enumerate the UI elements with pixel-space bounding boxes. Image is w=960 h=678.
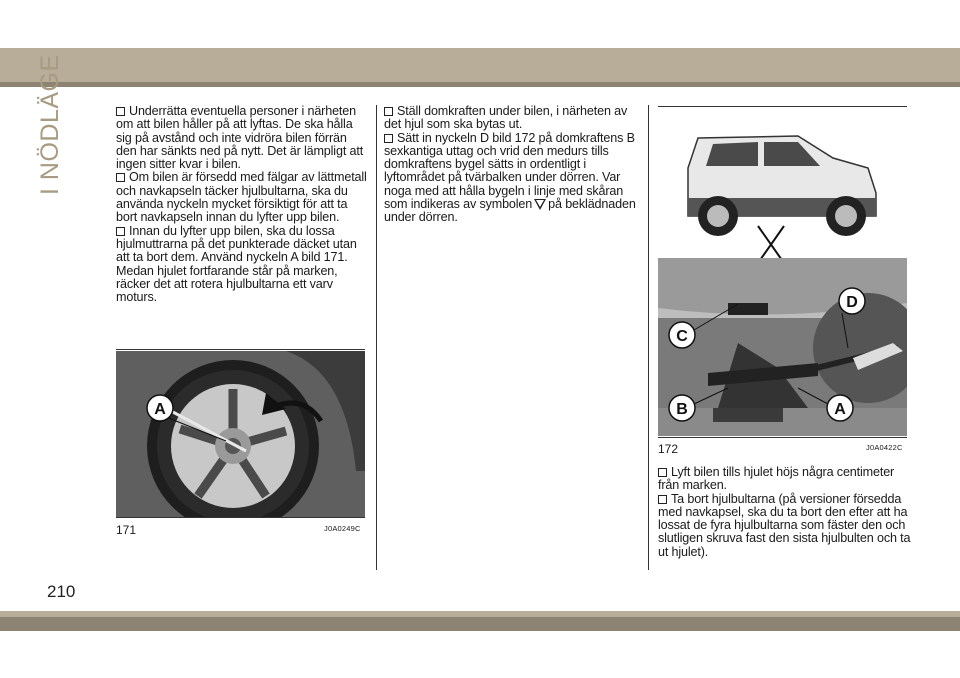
bullet-item: Innan du lyfter upp bilen, ska du lossa hjulmuttrarna på det punkterade däcket utan att ta bort dem. Använd nyckeln A bild 171. Medan hjulet fortfarande står på marken, räcker det att rotera hjulbultarna ett varv moturs. [116, 223, 357, 305]
header-band [0, 48, 960, 82]
figure-171-image [116, 351, 365, 517]
figure-171-code: J0A0249C [324, 524, 361, 533]
column-1 [116, 105, 368, 304]
bullet-item: Sätt in nyckeln D bild 172 på domkraftens B sexkantiga uttag och vrid den medurs tills domkraftens bygel sätts in ordentligt i lyftområdet på tvärbalken under dörren. Var noga med att hålla bygeln i linje med skåran som indikeras av symbolen på beklädnaden under dörren. [384, 130, 636, 225]
figure-172-number: 172 [658, 442, 679, 456]
bullet-item: Lyft bilen tills hjulet höjs några centimeter från marken. [658, 465, 895, 493]
header-band-dark [0, 82, 960, 87]
figure-172-code: J0A0422C [866, 443, 903, 452]
bullet-item: Underrätta eventuella personer i närheten om att bilen håller på att lyftas. De ska hålla sig på avstånd och inte vidröra bilen förrän den har sänkts ned på nytt. Det är lämpligt att ingen sitter kvar i bilen. [116, 104, 364, 172]
column-2 [384, 105, 638, 225]
figure-171-top-rule [116, 349, 365, 350]
footer-band [0, 617, 960, 631]
column-3 [658, 466, 912, 559]
checkbox-icon [116, 107, 125, 116]
figure-172-label-c: C [676, 328, 688, 345]
figure-172-image [658, 108, 907, 436]
checkbox-icon [116, 173, 125, 182]
section-title: I NÖDLÄGE [36, 54, 64, 195]
figure-172-bottom-rule [658, 437, 907, 438]
figure-172-label-d: D [846, 294, 858, 311]
checkbox-icon [384, 107, 393, 116]
triangle-symbol-icon [534, 199, 546, 210]
bullet-item: Ta bort hjulbultarna (på versioner försedda med navkapsel, ska du ta bort den efter att ha lossat de fyra hjulbultarna som fäster den och slutligen skruva fast den sista hjulbulten och ta ut hjulet). [658, 491, 911, 559]
figure-172-label-a: A [834, 401, 846, 418]
column-divider-2 [648, 105, 649, 570]
checkbox-icon [384, 134, 393, 143]
figure-172-label-b: B [676, 401, 688, 418]
checkbox-icon [116, 227, 125, 236]
figure-171-bottom-rule [116, 517, 365, 518]
column-divider-1 [376, 105, 377, 570]
page-number: 210 [47, 582, 76, 601]
figure-171-label-a: A [154, 401, 166, 418]
figure-172-top-rule [658, 106, 907, 107]
checkbox-icon [658, 468, 667, 477]
bullet-item: Om bilen är försedd med fälgar av lättmetall och navkapseln täcker hjulbultarna, ska du använda nyckeln mycket försiktigt för att ta bort navkapseln innan du lyfter upp bilen. [116, 170, 367, 225]
bullet-item: Ställ domkraften under bilen, i närheten av det hjul som ska bytas ut. [384, 104, 628, 132]
figure-171-number: 171 [116, 523, 137, 537]
checkbox-icon [658, 495, 667, 504]
